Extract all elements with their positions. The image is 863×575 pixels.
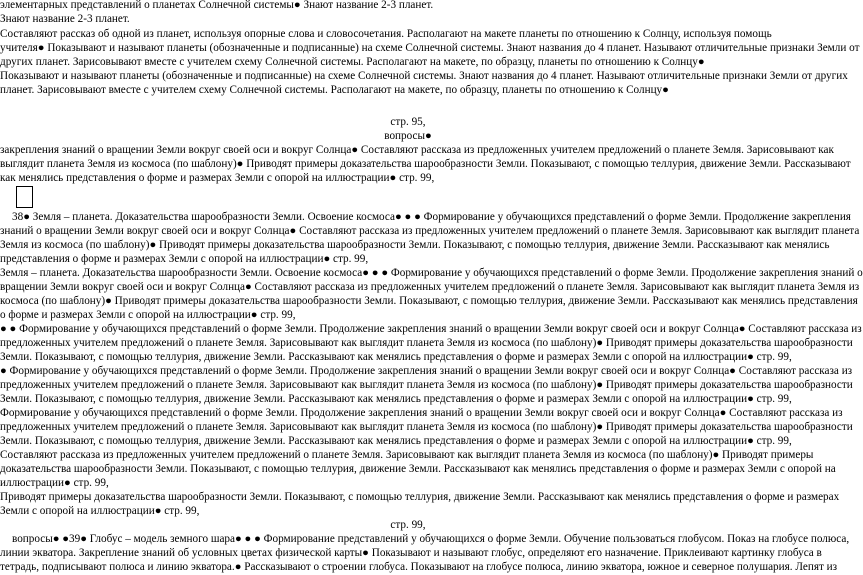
text-line: Земля из космоса (по шаблону)● Приводят примеры доказательства шарообразности Земли. Показывают, с помощью теллурия, движение Земли. Рассказывают как менялись — [0, 239, 830, 251]
questions-label: вопросы● — [384, 130, 432, 142]
table-cell-marker — [16, 186, 33, 208]
text-line: элементарных представлений о планетах Солнечной системы● Знают название 2-3 планет. — [0, 0, 434, 11]
text-line: как менялись представления о форме и размерах Земли с опорой на иллюстрации● стр. 99, — [0, 172, 435, 184]
text-line: Составляют рассказ об одной из планет, используя опорные слова и словосочетания. Располагают на макете планеты по отношению к Солнцу, используя помощь — [0, 28, 772, 40]
text-line: предложенных учителем предложений о планете Земля. Зарисовывают как выглядит планета Земля из космоса (по шаблону)● Приводят примеры доказательства шарообразности — [0, 337, 853, 349]
text-line: космоса (по шаблону)● Приводят примеры доказательства шарообразности Земли. Показывают, с помощью теллурия, движение Земли. Рассказывают как менялись представления — [0, 295, 858, 307]
lesson-38-heading: 38● Земля – планета. Доказательства шарообразности Земли. Освоение космоса● ● ● Формирование у обучающихся представлений о форме Земли. Продолжение закрепления — [12, 211, 851, 223]
page-ref: стр. 99, — [390, 519, 426, 531]
text-line: Земли. Показывают, с помощью теллурия, движение Земли. Рассказывают как менялись представления о форме и размерах Земли с опорой на иллюстрации● стр. 99, — [0, 393, 792, 405]
text-line: закрепления знаний о вращении Земли вокруг своей оси и вокруг Солнца● Составляют рассказа из предложенных учителем предложений о планете Земля. Зарисовывают как — [0, 144, 834, 156]
text-line: планет. Зарисовывают вместе с учителем схему Солнечной системы. Располагают на макете, по образцу, планеты по отношению к Солнцу● — [0, 84, 669, 96]
text-line: предложенных учителем предложений о планете Земля. Зарисовывают как выглядит планета Земля из космоса (по шаблону)● Приводят примеры доказательства шарообразности — [0, 421, 853, 433]
text-line: линии экватора. Закрепление знаний об условных цветах физической карты● Показывают и называют глобус, определяют его назначение. Приклеивают картинку глобуса в — [0, 547, 822, 559]
text-line: Показывают и называют планеты (обозначенные и подписанные) на схеме Солнечной системы. Знают названия до 4 планет. Называют отличительные признаки Земли от других — [0, 70, 848, 82]
text-line: о форме и размерах Земли с опорой на иллюстрации● стр. 99, — [0, 309, 296, 321]
text-line: Знают название 2-3 планет. — [0, 13, 130, 25]
text-line: учителя● Показывают и называют планеты (обозначенные и подписанные) на схеме Солнечной системы. Знают названия до 4 планет. Называют отличительные признаки Земли от — [0, 42, 860, 54]
text-line: Составляют рассказа из предложенных учителем предложений о планете Земля. Зарисовывают как выглядит планета Земля из космоса (по шаблону)● Приводят примеры — [0, 449, 814, 461]
text-line: Земли. Показывают, с помощью теллурия, движение Земли. Рассказывают как менялись представления о форме и размерах Земли с опорой на иллюстрации● стр. 99, — [0, 351, 792, 363]
text-line: ● ● Формирование у обучающихся представлений о форме Земли. Продолжение закрепления знаний о вращении Земли вокруг своей оси и вокруг Солнца● Составляют рассказа из — [0, 323, 862, 335]
text-line: представления о форме и размерах Земли с опорой на иллюстрации● стр. 99, — [0, 253, 369, 265]
text-line: других планет. Зарисовывают вместе с учителем схему Солнечной системы. Располагают на макете, по образцу, планеты по отношению к Солнцу● — [0, 56, 705, 68]
text-line: вращении Земли вокруг своей оси и вокруг Солнца● Составляют рассказа из предложенных учителем предложений о планете Земля. Зарисовывают как выглядит планета Земля из — [0, 281, 860, 293]
text-line: Земля – планета. Доказательства шарообразности Земли. Освоение космоса● ● ● Формирование у обучающихся представлений о форме Земли. Продолжение закрепления знаний о — [0, 267, 863, 279]
text-line: доказательства шарообразности Земли. Показывают, с помощью теллурия, движение Земли. Рассказывают как менялись представления о форме и размерах Земли с опорой на — [0, 463, 836, 475]
text-line: Формирование у обучающихся представлений о форме Земли. Продолжение закрепления знаний о вращении Земли вокруг своей оси и вокруг Солнца● Составляют рассказа из — [0, 407, 843, 419]
text-line: Земли с опорой на иллюстрации● стр. 99, — [0, 505, 200, 517]
text-line: иллюстрации● стр. 99, — [0, 477, 109, 489]
lesson-39-heading: вопросы● ●39● Глобус – модель земного шара● ● ● Формирование представлений у обучающихся о форме Земли. Обучение пользоваться глобусом. Показ на глобусе полюса, — [12, 533, 850, 545]
text-line: предложенных учителем предложений о планете Земля. Зарисовывают как выглядит планета Земля из космоса (по шаблону)● Приводят примеры доказательства шарообразности — [0, 379, 853, 391]
page-ref: стр. 95, — [390, 116, 426, 128]
text-line: ● Формирование у обучающихся представлений о форме Земли. Продолжение закрепления знаний о вращении Земли вокруг своей оси и вокруг Солнца● Составляют рассказа из — [0, 365, 853, 377]
text-line: знаний о вращении Земли вокруг своей оси и вокруг Солнца● Составляют рассказа из предложенных учителем предложений о планете Земля. Зарисовывают как выглядит планета — [0, 225, 860, 237]
text-line: тетрадь, подписывают полюса и линию экватора.● Рассказывают о строении глобуса. Показывают на глобусе полюса, линию экватора, южное и северное полушария. Лепят из — [0, 561, 838, 573]
text-line: выглядит планета Земля из космоса (по шаблону)● Приводят примеры доказательства шарообразности Земли. Показывают, с помощью теллурия, движение Земли. Рассказывают — [0, 158, 851, 170]
text-line: Земли. Показывают, с помощью теллурия, движение Земли. Рассказывают как менялись представления о форме и размерах Земли с опорой на иллюстрации● стр. 99, — [0, 435, 792, 447]
text-line: Приводят примеры доказательства шарообразности Земли. Показывают, с помощью теллурия, движение Земли. Рассказывают как менялись представления о форме и размерах — [0, 491, 840, 503]
